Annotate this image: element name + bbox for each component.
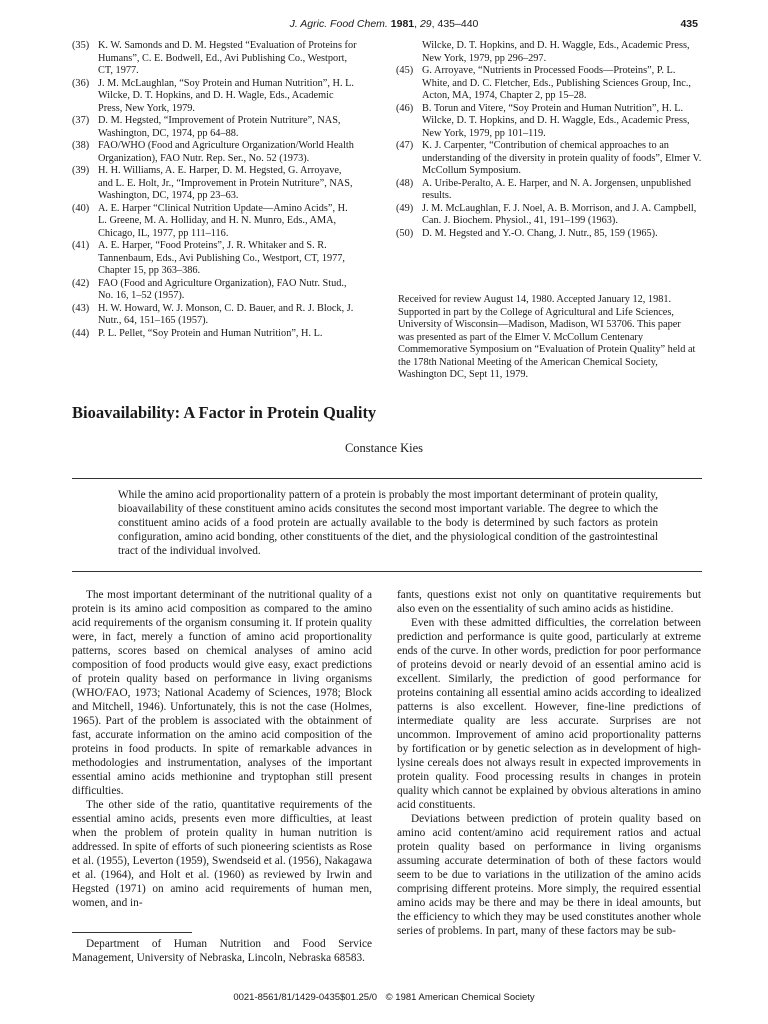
page-number: 435 bbox=[680, 18, 698, 30]
reference-number: (35) bbox=[72, 40, 90, 51]
reference-number: (49) bbox=[396, 202, 414, 214]
body-paragraph: Deviations between prediction of protein quality based on amino acid content/amino acid requirement ratios and actual protein quality based on performance in living organisms assuming accurate determination of both of these factors would seem to be due to variations in the utilization of the amino acids comprising different proteins. More simply, the required essential amino acids may be there and may be there in ideal amounts, but the efficiency to which they may be used constitutes another whole series of problems. In part, many of these factors may be sub- bbox=[397, 813, 701, 937]
body-paragraph: The other side of the ratio, quantitative requirements of the essential amino acids, presents even more difficulties, at least when the problem of protein quality in human nutrition is addressed. In spite of efforts of such pioneering scientists as Rose et al. (1955), Leverton (1959), Swendseid et al. (1956), Nakagawa et al. (1964), and Holt et al. (1960) as reviewed by Irwin and Hegsted (1971) on amino acid requirements of human men, women, and in- bbox=[72, 799, 372, 909]
reference-item bbox=[396, 228, 702, 241]
footer-code: 0021-8561/81/1429-0435$01.25/0 bbox=[233, 992, 377, 1003]
reference-text: FAO (Food and Agriculture Organization), FAO Nutr. Stud., No. 16, 1–52 (1957). bbox=[98, 277, 347, 301]
reference-number: (39) bbox=[72, 165, 90, 176]
reference-text: Wilcke, D. T. Hopkins, and D. H. Waggle, Eds., Academic Press, New York, 1979, pp 296–297. bbox=[422, 40, 690, 64]
reference-item bbox=[72, 203, 358, 241]
reference-text: A. E. Harper “Clinical Nutrition Update—Amino Acids”, H. L. Greene, M. A. Holliday, and H. N. Munro, Eds., AMA, Chicago, IL, 1977, pp 111–116. bbox=[98, 202, 348, 239]
reference-item bbox=[396, 140, 702, 178]
references-right-column bbox=[396, 40, 702, 240]
reference-number: (38) bbox=[72, 140, 90, 151]
reference-item bbox=[396, 103, 702, 141]
reference-item bbox=[396, 203, 702, 228]
reference-text: K. J. Carpenter, “Contribution of chemical approaches to an understanding of the diversity in protein quality of foods”, Elmer V. McCollum Symposium. bbox=[422, 140, 702, 176]
journal-volume: 29 bbox=[419, 18, 432, 30]
abstract: While the amino acid proportionality pattern of a protein is probably the most important determinant of protein quality, bioavailability of these constituent amino acids consitutes the second most important variable. The degree to which the constituent amino acids of a food protein are actually available to the body is determined by such factors as protein configuration, amino acid bonding, other constituents of the diet, and the physiological condition of the gastrointestinal tract of the individual involved. bbox=[118, 489, 658, 557]
reference-item bbox=[396, 40, 702, 65]
body-right-column bbox=[397, 588, 701, 938]
reference-item bbox=[72, 165, 358, 203]
footer-copyright: © 1981 American Chemical Society bbox=[385, 992, 535, 1003]
article-author: Constance Kies bbox=[344, 441, 424, 455]
reference-item bbox=[72, 140, 358, 165]
running-header bbox=[0, 18, 768, 38]
page-footer bbox=[0, 992, 768, 1003]
reference-text: H. W. Howard, W. J. Monson, C. D. Bauer, and R. J. Block, J. Nutr., 64, 151–165 (1957). bbox=[98, 302, 354, 326]
reference-text: A. E. Harper, “Food Proteins”, J. R. Whitaker and S. R. Tannenbaum, Eds., Avi Publishing Co., Westport, CT, 1977, Chapter 15, pp 363–386. bbox=[98, 240, 345, 276]
received-note: Received for review August 14, 1980. Accepted January 12, 1981. Supported in part by the College of Agricultural and Life Sciences, University of Wisconsin—Madison, Madison, WI 53706. This paper was presented as part of the Elmer V. McCollum Centenary Commemorative Symposium on “Evaluation of Protein Quality” held at the 178th National Meeting of the American Chemical Society, Washington DC, Sept 11, 1979. bbox=[398, 294, 696, 380]
reference-item bbox=[396, 178, 702, 203]
reference-text: J. M. McLaughlan, “Soy Protein and Human Nutrition”, H. L. Wilcke, D. T. Hopkins, and D. H. Wagle, Eds., Academic Press, New York, 1979. bbox=[98, 77, 354, 114]
journal-pages: , 435–440 bbox=[431, 18, 479, 30]
reference-item bbox=[72, 328, 358, 341]
article-title: Bioavailability: A Factor in Protein Quality bbox=[72, 403, 377, 422]
reference-number: (47) bbox=[396, 140, 414, 151]
reference-number: (37) bbox=[72, 115, 90, 126]
reference-number: (43) bbox=[72, 302, 90, 314]
reference-number: (44) bbox=[72, 327, 90, 339]
reference-item bbox=[72, 240, 358, 278]
journal-citation: J. Agric. Food Chem. 1981, 29, 435–440 bbox=[289, 18, 479, 30]
reference-number: (48) bbox=[396, 177, 414, 189]
abstract-top-rule bbox=[72, 478, 702, 479]
body-paragraph: Even with these admitted difficulties, the correlation between prediction and performance is quite good, particularly at extreme ends of the curve. In other words, prediction for poor performance of proteins devoid or nearly devoid of an essential amino acid is excellent. Similarly, the prediction of good performance for proteins containing all essential amino acids according to idealized patterns is also excellent. However, fine-line predictions of intermediate quality are less accurate. Surprises are not uncommon. Improvement of amino acid proportionality patterns by fortification or by genetic selection as in development of high-lysine cereals does not always result in expected improvements in protein quality. Food processing results in changes in protein quality which cannot be explained by obvious alterations in amino acid constituents. bbox=[397, 617, 701, 811]
reference-text: G. Arroyave, “Nutrients in Processed Foods—Proteins”, P. L. White, and D. C. Fletcher, Eds., Publishing Sciences Group, Inc., Acton, MA, 1974, Chapter 2, pp 15–28. bbox=[422, 65, 691, 101]
footnote-rule bbox=[72, 932, 192, 933]
reference-text: P. L. Pellet, “Soy Protein and Human Nutrition”, H. L. bbox=[98, 327, 323, 339]
journal-name: J. Agric. Food Chem. bbox=[289, 18, 388, 30]
journal-year: 1981 bbox=[390, 18, 415, 30]
reference-number: (45) bbox=[396, 65, 414, 76]
reference-number: (41) bbox=[72, 240, 90, 251]
reference-number bbox=[396, 40, 422, 65]
reference-text: FAO/WHO (Food and Agriculture Organization/World Health Organization), FAO Nutr. Rep. Ser., No. 52 (1973). bbox=[98, 140, 354, 164]
author-affiliation: Department of Human Nutrition and Food Service Management, University of Nebraska, Lincoln, Nebraska 68583. bbox=[72, 938, 372, 964]
reference-item bbox=[72, 40, 358, 78]
reference-text: D. M. Hegsted and Y.-O. Chang, J. Nutr., 85, 159 (1965). bbox=[422, 227, 658, 239]
reference-text: H. H. Williams, A. E. Harper, D. M. Hegsted, G. Arroyave, and L. E. Holt, Jr., “Improvement in Protein Nutriture”, NAS, Washington, DC, 1974, pp 23–63. bbox=[98, 165, 353, 201]
reference-number: (50) bbox=[396, 227, 414, 239]
reference-text: B. Torun and Vitere, “Soy Protein and Human Nutrition”, H. L. Wilcke, D. T. Hopkins, and D. H. Waggle, Eds., Academic Press, New York, 1979, pp 101–119. bbox=[422, 102, 690, 139]
reference-item bbox=[72, 278, 358, 303]
reference-number: (36) bbox=[72, 77, 90, 89]
body-paragraph: fants, questions exist not only on quantitative requirements but also even on the essentiality of such amino acids as histidine. bbox=[397, 589, 701, 615]
reference-text: A. Uribe-Peralto, A. E. Harper, and N. A. Jorgensen, unpublished results. bbox=[422, 177, 692, 201]
reference-number: (40) bbox=[72, 202, 90, 214]
reference-text: J. M. McLaughlan, F. J. Noel, A. B. Morrison, and J. A. Campbell, Can. J. Biochem. Physiol., 41, 191–199 (1963). bbox=[422, 202, 697, 226]
reference-number: (46) bbox=[396, 102, 414, 114]
reference-item bbox=[72, 115, 358, 140]
reference-number: (42) bbox=[72, 277, 90, 289]
body-paragraph: The most important determinant of the nutritional quality of a protein is its amino acid composition as compared to the amino acid requirements of the organism consuming it. If protein quality were, in fact, merely a function of amino acid proportionality patterns, scores based on chemical analyses of amino acid composition of food products would give easy, exact predictions of protein quality based on performance in living organisms (WHO/FAO, 1973; National Academy of Sciences, 1978; Block and Mitchell, 1946). Unfortunately, this is not the case (Holmes, 1965). Part of the problem is associated with the obtainment of fast, accurate information on the amino acid composition of the proteins in food products. In spite of remarkable advances in methodologies and instrumentation, analyses of the important essential amino acids methionine and tryptophan still present difficulties. bbox=[72, 589, 372, 797]
reference-text: K. W. Samonds and D. M. Hegsted “Evaluation of Proteins for Humans”, C. E. Bodwell, Ed., Avi Publishing Co., Westport, CT, 1977. bbox=[98, 40, 357, 76]
reference-text: D. M. Hegsted, “Improvement of Protein Nutriture”, NAS, Washington, DC, 1974, pp 64–88. bbox=[98, 115, 341, 139]
reference-item bbox=[72, 303, 358, 328]
references-left-column bbox=[72, 40, 358, 340]
reference-item bbox=[72, 78, 358, 116]
body-left-column bbox=[72, 588, 372, 910]
reference-item bbox=[396, 65, 702, 103]
abstract-bottom-rule bbox=[72, 571, 702, 572]
